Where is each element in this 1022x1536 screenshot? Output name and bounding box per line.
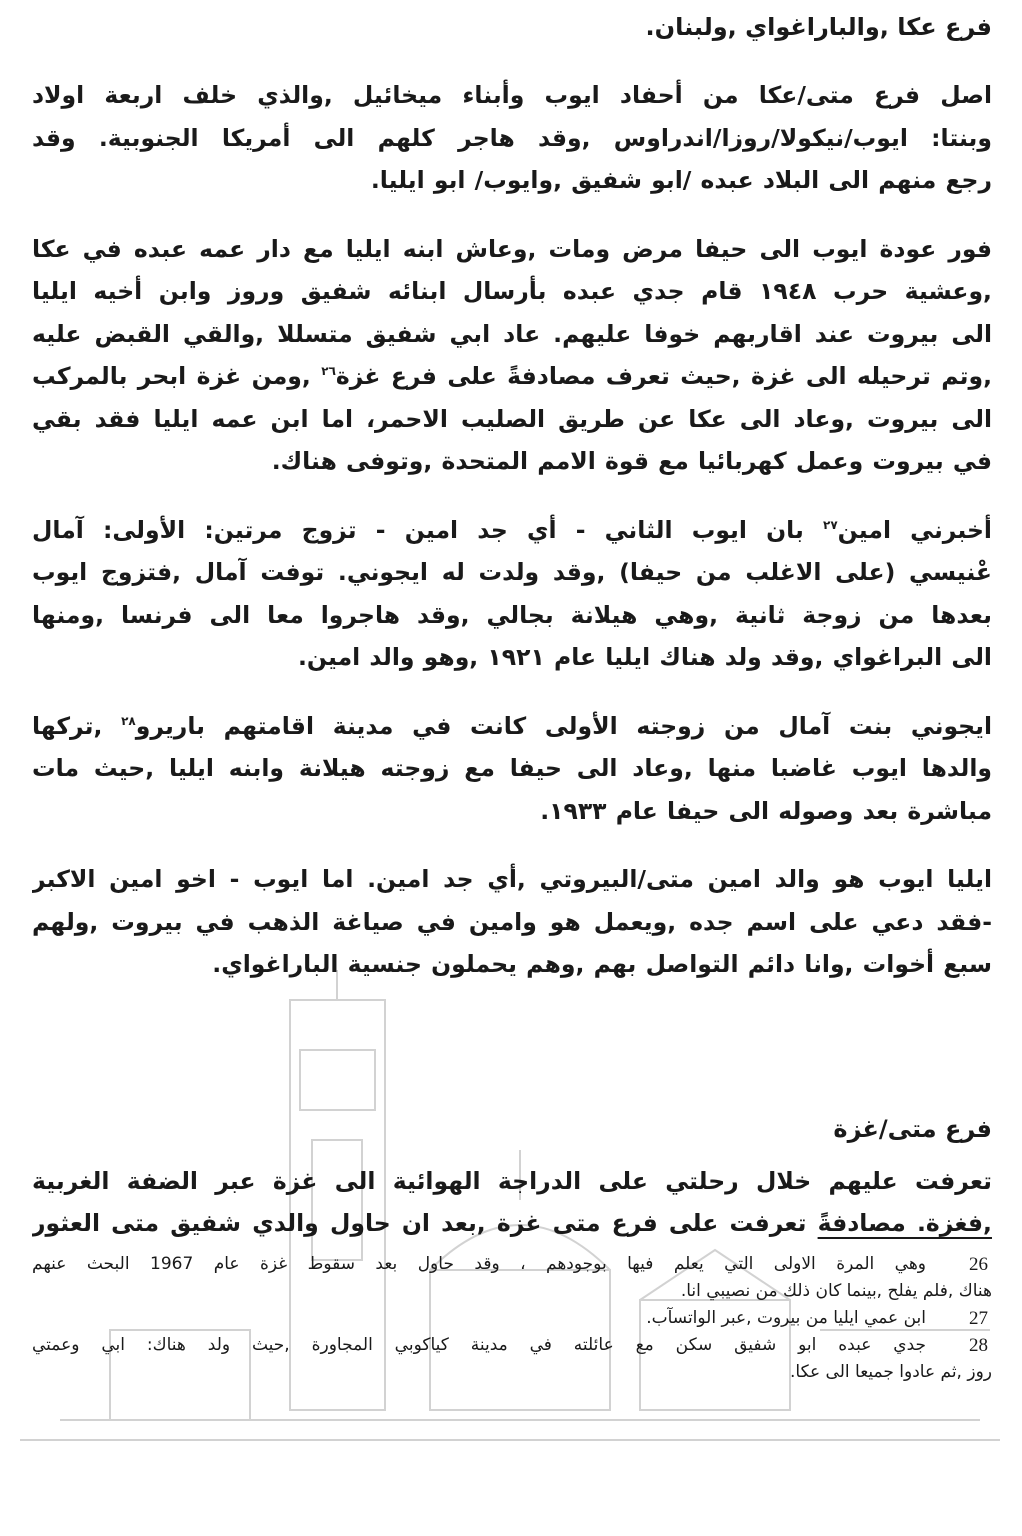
- section-heading-gaza: فرع متى/غزة: [833, 1114, 992, 1143]
- paragraph-line: ,وعشية حرب ١٩٤٨ قام جدي عبده بأرسال ابنائه شفيق وروز وابن أخيه ايليا: [32, 277, 992, 305]
- footnote-ref-28[interactable]: ٢٨: [121, 713, 136, 728]
- paragraph-5: [32, 858, 992, 986]
- footnote-line: روز ,ثم عادوا جميعا الى عكا.: [790, 1361, 992, 1382]
- paragraph-line: تعرفت عليهم خلال رحلتي على الدراجة الهوائية الى غزة عبر الضفة الغربية: [32, 1166, 992, 1195]
- paragraph-1: [32, 74, 992, 202]
- footnote-text: [32, 1251, 926, 1278]
- footnotes: [32, 1251, 992, 1386]
- footnote-number: 26: [969, 1253, 988, 1275]
- paragraph-line: الى بيروت عند اقاربهم خوفا عليهم. عاد ابي شفيق متسللا ,والقي القبض عليه: [32, 319, 992, 348]
- paragraph-line: مباشرة بعد وصوله الى حيفا عام ١٩٣٣.: [540, 796, 992, 825]
- footnote-number: 28: [969, 1334, 988, 1356]
- text-segment: ,وتم ترحيله الى غزة ,حيث تعرف مصادفةً على فرع غزة: [335, 362, 992, 390]
- paragraph-line: والدها ايوب غاضبا منها ,وعاد الى حيفا مع زوجته هيلانة وابنه ايليا ,حيث مات: [32, 754, 992, 782]
- footnote-line: ابن عمي ايليا من بيروت ,عبر الواتسآب.: [646, 1307, 926, 1328]
- text-segment: بان ايوب الثاني - أي جد امين - تزوج مرتين: الأولى: آمال: [32, 515, 823, 544]
- paragraph-4: [32, 705, 992, 833]
- footnote-number: 27: [969, 1307, 988, 1329]
- paragraph-line: الى البراغواي ,وقد ولد هناك ايليا عام ١٩٢١ ,وهو والد امين.: [297, 643, 992, 671]
- paragraph-line: الى بيروت ,وعاد الى عكا عن طريق الصليب الاحمر، اما ابن عمه ايليا فقد بقي: [32, 404, 992, 433]
- footnote-26: [32, 1251, 992, 1278]
- paragraph-line: [32, 705, 992, 748]
- paragraph-line: -فقد دعي على اسم جده ,ويعمل هو وامين في صياغة الذهب في بيروت ,ولهم: [32, 907, 992, 936]
- footnote-27: [32, 1305, 992, 1332]
- paragraph-line: عْنيسي (على الاغلب من حيفا) ,وقد ولدت له ايجوني. توفت آمال ,فتزوج ايوب: [32, 558, 992, 586]
- paragraph-line: اصل فرع متى/عكا من أحفاد ايوب وأبناء ميخائيل ,والذي خلف اربعة اولاد: [32, 81, 992, 109]
- paragraph-line: [32, 509, 992, 552]
- footnote-line: وهي المرة الاولى التي يعلم فيها بوجودهم ، وقد حاول بعد سقوط غزة عام 1967 البحث عنهم: [32, 1253, 926, 1274]
- underlined-text: ,فغزة. مصادفةً: [817, 1209, 992, 1237]
- text-segment: تعرفت على فرع متى غزة ,بعد ان حاول والدي شفيق متى العثور: [32, 1209, 818, 1237]
- footnote-line: جدي عبده ابو شفيق سكن مع عائلته في مدينة كياكوبي المجاورة ,حيث ولد هناك: ابي وعمتي: [32, 1334, 926, 1355]
- footnote-28-continuation: [32, 1359, 992, 1386]
- paragraph-line: رجع منهم الى البلاد عبده /ابو شفيق ,وايوب/ ابو ايليا.: [370, 166, 992, 194]
- footnote-28: [32, 1332, 992, 1359]
- paragraph-line: [32, 1202, 992, 1245]
- paragraph-line: [32, 355, 992, 398]
- section-heading-akka: فرع عكا ,والباراغواي ,ولبنان.: [645, 13, 992, 41]
- paragraph-line: وبنتا: ايوب/نيكولا/روزا/اندراوس ,وقد هاجر كلهم الى أمريكا الجنوبية. وقد: [32, 123, 992, 152]
- footnote-26-continuation: [32, 1278, 992, 1305]
- paragraph-2: [32, 228, 992, 483]
- paragraph-6: [32, 1160, 992, 1245]
- footnote-ref-27[interactable]: ٢٧: [823, 517, 838, 532]
- text-segment: أخبرني امين: [837, 515, 992, 544]
- text-segment: ايجوني بنت آمال من زوجته الأولى كانت في مدينة اقامتهم باريرو: [135, 711, 992, 740]
- text-segment: ,ومن غزة ابحر بالمركب: [32, 362, 322, 390]
- footnote-text: [32, 1332, 926, 1359]
- footnote-ref-26[interactable]: ٢٦: [321, 364, 336, 379]
- paragraph-3: [32, 509, 992, 679]
- paragraph-line: فور عودة ايوب الى حيفا مرض ومات ,وعاش ابنه ايليا مع دار عمه عبده في عكا: [32, 234, 992, 263]
- footnote-line: هناك ,فلم يفلح ,بينما كان ذلك من نصيبي انا.: [680, 1280, 992, 1301]
- paragraph-line: بعدها من زوجة ثانية ,وهي هيلانة بجالي ,وقد هاجروا معا الى فرنسا ,ومنها: [32, 600, 992, 629]
- footnote-text: [32, 1305, 926, 1332]
- text-segment: ,تركها: [32, 711, 122, 740]
- paragraph-line: سبع أخوات ,وانا دائم التواصل بهم ,وهم يحملون جنسية الباراغواي.: [212, 950, 992, 978]
- paragraph-line: ايليا ايوب هو والد امين متى/البيروتي ,أي جد امين. اما ايوب - اخو امين الاكبر: [32, 865, 992, 893]
- paragraph-line: في بيروت وعمل كهربائيا مع قوة الامم المتحدة ,وتوفى هناك.: [271, 447, 992, 475]
